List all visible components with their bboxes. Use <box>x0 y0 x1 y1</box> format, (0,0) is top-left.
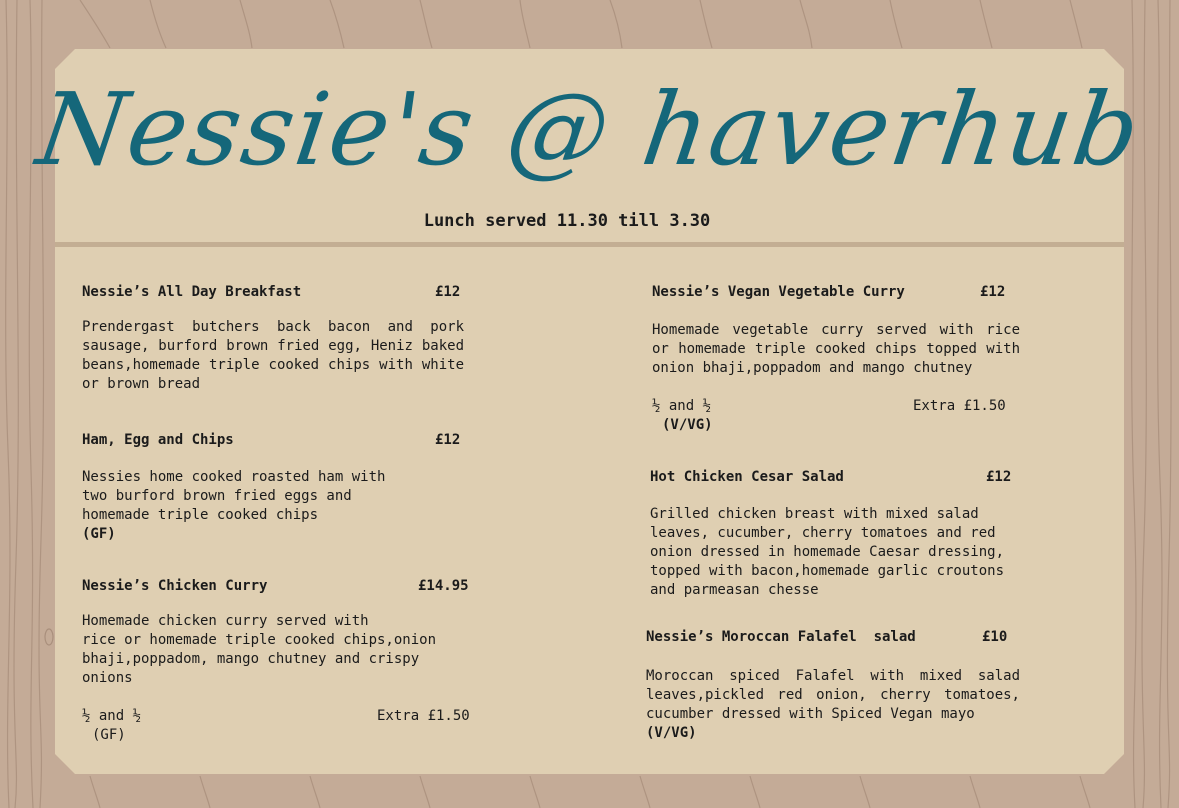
dietary-note: (V/VG) <box>662 417 713 433</box>
menu-item-moroccan-falafel-salad <box>646 629 1020 743</box>
menu-item-ham-egg-chips <box>82 432 482 544</box>
item-price: £10 <box>982 629 1008 645</box>
item-price: £12 <box>980 284 1006 300</box>
menu-item-vegan-vegetable-curry <box>652 284 1020 435</box>
item-description: Grilled chicken breast with mixed salad leaves, cucumber, cherry tomatoes and red onion dressed in homemade Caesar dressing, topped with bacon,homemade garlic croutons and parmeasan chesse <box>650 506 1005 598</box>
dietary-note: (GF) <box>92 727 126 743</box>
dietary-note: (V/VG) <box>646 725 697 741</box>
item-description: Homemade vegetable curry served with rice or homemade triple cooked chips topped with onion bhaji,poppadom and mango chutney <box>652 322 1020 376</box>
item-description: Prendergast butchers back bacon and pork sausage, burford brown fried egg, Heniz baked beans,homemade triple cooked chips with white or brown bread <box>82 319 464 392</box>
menu-item-hot-chicken-cesar-salad <box>650 469 1050 600</box>
item-name: Hot Chicken Cesar Salad <box>650 469 844 485</box>
lunch-hours: Lunch served 11.30 till 3.30 <box>423 211 711 231</box>
half-and-half-option: ½ and ½ Extra £1.50 <box>82 708 470 724</box>
item-name: Ham, Egg and Chips <box>82 432 234 448</box>
item-price: £12 <box>435 284 461 300</box>
item-name: Nessie’s Vegan Vegetable Curry <box>652 284 905 300</box>
half-and-half-option: ½ and ½ Extra £1.50 <box>652 398 1006 414</box>
menu-item-all-day-breakfast <box>82 284 464 394</box>
item-price: £12 <box>435 432 461 448</box>
restaurant-title: Nessie's @ haverhub <box>30 71 1149 188</box>
item-name: Nessie’s All Day Breakfast <box>82 284 302 300</box>
item-description: Homemade chicken curry served with rice or homemade triple cooked chips,onion bhaji,poppadom, mango chutney and crispy onions <box>82 613 437 686</box>
menu-item-chicken-curry <box>82 578 482 745</box>
header-divider <box>55 242 1124 247</box>
item-description: Moroccan spiced Falafel with mixed salad leaves,pickled red onion, cherry tomatoes, cucumber dressed with Spiced Vegan mayo <box>646 668 1020 722</box>
item-price: £12 <box>986 469 1012 485</box>
dietary-note: (GF) <box>82 526 116 542</box>
item-description: Nessies home cooked roasted ham with two burford brown fried eggs and homemade triple cooked chips <box>82 469 386 523</box>
extra-price: Extra £1.50 <box>913 398 1006 414</box>
extra-price: Extra £1.50 <box>377 708 470 724</box>
item-name: Nessie’s Moroccan Falafel salad <box>646 629 916 645</box>
item-name: Nessie’s Chicken Curry <box>82 578 268 594</box>
item-price: £14.95 <box>418 578 469 594</box>
